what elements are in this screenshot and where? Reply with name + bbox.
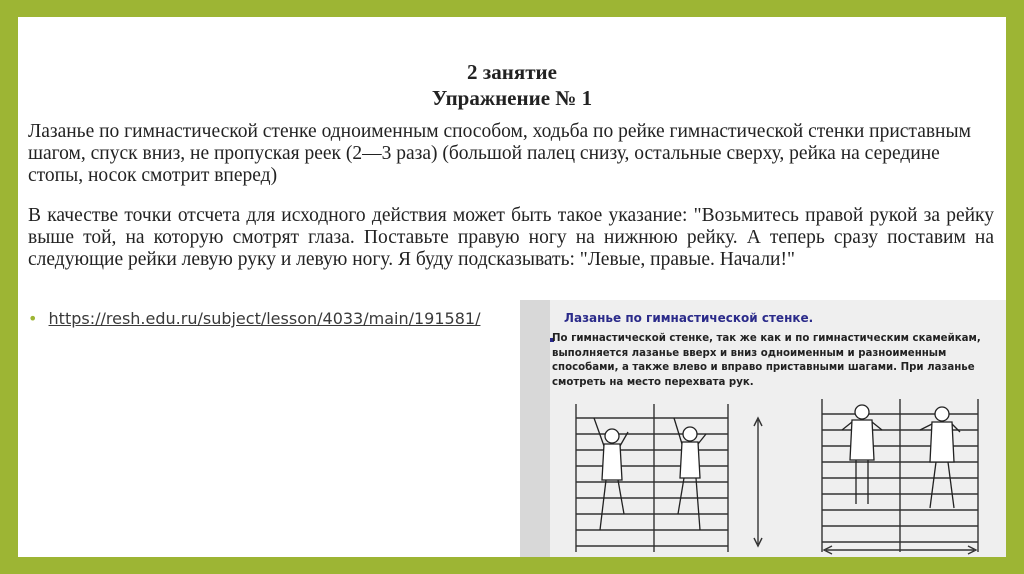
climber-icon-4 <box>920 407 960 508</box>
left-wall-bars-icon <box>576 404 728 552</box>
slide <box>18 17 1006 557</box>
title-line-1: 2 занятие <box>467 60 557 84</box>
climber-icon-1 <box>594 418 628 530</box>
link-item <box>28 309 480 328</box>
illustration-figure <box>520 300 1006 557</box>
title-line-2: Упражнение № 1 <box>431 86 593 110</box>
wall-bars-illustration <box>550 384 1006 557</box>
right-wall-bars-icon <box>822 399 978 552</box>
climber-icon-3 <box>842 405 882 504</box>
instruction-paragraph: В качестве точки отсчета для исходного действия может быть такое указание: "Возьмитесь правой рукой за рейку выше той, на которую смотрят глаза. Поставьте правую ногу на нижнюю рейку. А теперь сразу поставим на следующие рейки левую руку и левую ногу. Я буду подсказывать: "Левые, правые. Начали!" <box>28 205 994 270</box>
climber-figures <box>594 405 960 530</box>
figure-title: Лазанье по гимнастической стенке. <box>564 311 814 325</box>
exercise-description: Лазанье по гимнастической стенке одноименным способом, ходьба по рейке гимнастической стенки приставным шагом, спуск вниз, не пропуская реек (2—3 раза) (большой палец снизу, остальные сверху, рейка на середине стопы, носок смотрит вперед) <box>28 121 971 186</box>
climber-icon-2 <box>674 418 706 530</box>
vertical-arrow-icon <box>754 418 762 546</box>
figure-text: По гимнастической стенке, так же как и по гимнастическим скамейкам, выполняется лазанье вверх и вниз одноименным и разноименным способами, а также влево и вправо приставными шагами. При лазанье смотреть на место перехвата рук. <box>552 333 981 388</box>
lesson-link[interactable]: https://resh.edu.ru/subject/lesson/4033/main/191581/ <box>48 309 481 328</box>
bullet-icon: • <box>28 309 38 328</box>
slide-title <box>18 59 1006 111</box>
